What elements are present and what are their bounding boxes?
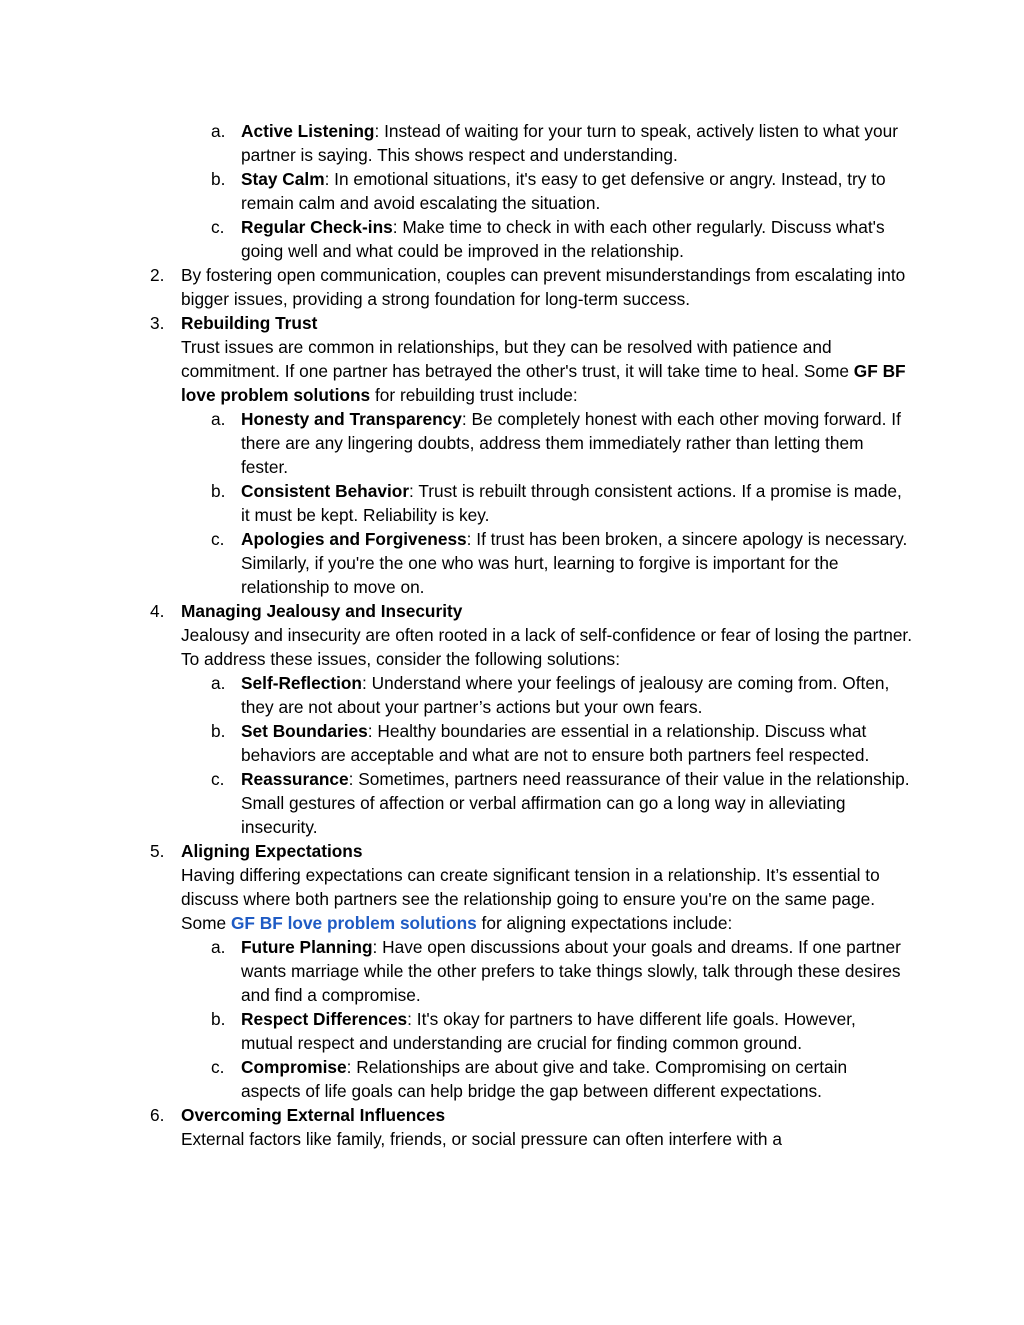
term-stay-calm: Stay Calm xyxy=(241,169,325,189)
document-body xyxy=(0,119,1024,1151)
section-intro: Trust issues are common in relationships, but they can be resolved with patience and commitment. If one partner has betrayed the other's trust, it will take time to heal. Some GF BF love problem solutions for rebuilding trust include: xyxy=(181,337,906,405)
list-item: a. Self-Reflection: Understand where your feelings of jealousy are coming from. Often, they are not about your partner’s actions but your own fears. xyxy=(211,673,890,717)
section-heading: Aligning Expectations xyxy=(181,841,363,861)
section-heading: Rebuilding Trust xyxy=(181,313,318,333)
numbered-item-3: 3. Rebuilding Trust Trust issues are common in relationships, but they can be resolved with patience and commitment. If one partner has betrayed the other's trust, it will take time to heal. Some GF BF love problem solutions for rebuilding trust include: a. Honesty and Transparency: Be completely honest with each other moving forward. If there are any lingering doubts, address them immediately rather than letting them fester. b. Consistent Behavior: Trust is rebuilt through consistent actions. If a promise is made, it must be kept. Reliability is key. c. Apologies and Forgiveness: If trust has been broken, a sincere apology is necessary. Similarly, if you're the one who was hurt, learning to forgive is important for the relationship to move on. xyxy=(0,311,1024,599)
numbered-item-6: 6. Overcoming External Influences External factors like family, friends, or social pressure can often interfere with a xyxy=(0,1103,1024,1151)
list-item: c. Compromise: Relationships are about give and take. Compromising on certain aspects of life goals can help bridge the gap between different expectations. xyxy=(211,1057,848,1101)
list-item: c. Apologies and Forgiveness: If trust has been broken, a sincere apology is necessary. Similarly, if you're the one who was hurt, learning to forgive is important for the relationship to move on. xyxy=(211,529,908,597)
section-intro: Having differing expectations can create significant tension in a relationship. It’s essential to discuss where both partners see the relationship going to ensure you're on the same page. Some GF BF love problem solutions for aligning expectations include: xyxy=(181,865,880,933)
section-intro: Jealousy and insecurity are often rooted in a lack of self-confidence or fear of losing the partner. To address these issues, consider the following solutions: xyxy=(181,625,913,669)
list-item: b. Set Boundaries: Healthy boundaries are essential in a relationship. Discuss what behaviors are acceptable and what are not to ensure both partners feel respected. xyxy=(211,721,870,765)
term-regular-check-ins: Regular Check-ins xyxy=(241,217,393,237)
list-item: b. Consistent Behavior: Trust is rebuilt through consistent actions. If a promise is made, it must be kept. Reliability is key. xyxy=(211,481,902,525)
list-item: c. Regular Check-ins: Make time to check in with each other regularly. Discuss what's going well and what could be improved in the relationship. xyxy=(211,217,885,261)
section-intro: External factors like family, friends, or social pressure can often interfere with a xyxy=(181,1129,782,1149)
gf-bf-love-problem-solutions-link[interactable]: GF BF love problem solutions xyxy=(230,913,477,933)
numbered-item-5: 5. Aligning Expectations Having differing expectations can create significant tension in a relationship. It’s essential to discuss where both partners see the relationship going to ensure you're on the same page. Some GF BF love problem solutions for aligning expectations include: a. Future Planning: Have open discussions about your goals and dreams. If one partner wants marriage while the other prefers to take things slowly, talk through these desires and find a compromise. b. Respect Differences: It's okay for partners to have different life goals. However, mutual respect and understanding are crucial for finding common ground. c. Compromise: Relationships are about give and take. Compromising on certain aspects of life goals can help bridge the gap between different expectations. xyxy=(0,839,1024,1103)
numbered-item-2: 2. By fostering open communication, couples can prevent misunderstandings from escalating into bigger issues, providing a strong foundation for long-term success. xyxy=(150,265,906,309)
list-item: b. Respect Differences: It's okay for partners to have different life goals. However, mutual respect and understanding are crucial for finding common ground. xyxy=(211,1009,856,1053)
list-item: a. Future Planning: Have open discussions about your goals and dreams. If one partner wants marriage while the other prefers to take things slowly, talk through these desires and find a compromise. xyxy=(211,937,901,1005)
list-item: b. Stay Calm: In emotional situations, it's easy to get defensive or angry. Instead, try to remain calm and avoid escalating the situation. xyxy=(211,169,886,213)
list-item: c. Reassurance: Sometimes, partners need reassurance of their value in the relationship. Small gestures of affection or verbal affirmation can go a long way in alleviating insecurity. xyxy=(211,769,910,837)
list-item: a. Honesty and Transparency: Be completely honest with each other moving forward. If there are any lingering doubts, address them immediately rather than letting them fester. xyxy=(211,409,901,477)
continued-sublist xyxy=(211,119,911,263)
section-heading: Overcoming External Influences xyxy=(181,1105,446,1125)
section-heading: Managing Jealousy and Insecurity xyxy=(181,601,463,621)
list-item: a. Active Listening: Instead of waiting for your turn to speak, actively listen to what your partner is saying. This shows respect and understanding. xyxy=(211,121,898,165)
numbered-item-4: 4. Managing Jealousy and Insecurity Jealousy and insecurity are often rooted in a lack of self-confidence or fear of losing the partner. To address these issues, consider the following solutions: a. Self-Reflection: Understand where your feelings of jealousy are coming from. Often, they are not about your partner’s actions but your own fears. b. Set Boundaries: Healthy boundaries are essential in a relationship. Discuss what behaviors are acceptable and what are not to ensure both partners feel respected. c. Reassurance: Sometimes, partners need reassurance of their value in the relationship. Small gestures of affection or verbal affirmation can go a long way in alleviating insecurity. xyxy=(0,599,1024,839)
term-active-listening: Active Listening xyxy=(241,121,375,141)
